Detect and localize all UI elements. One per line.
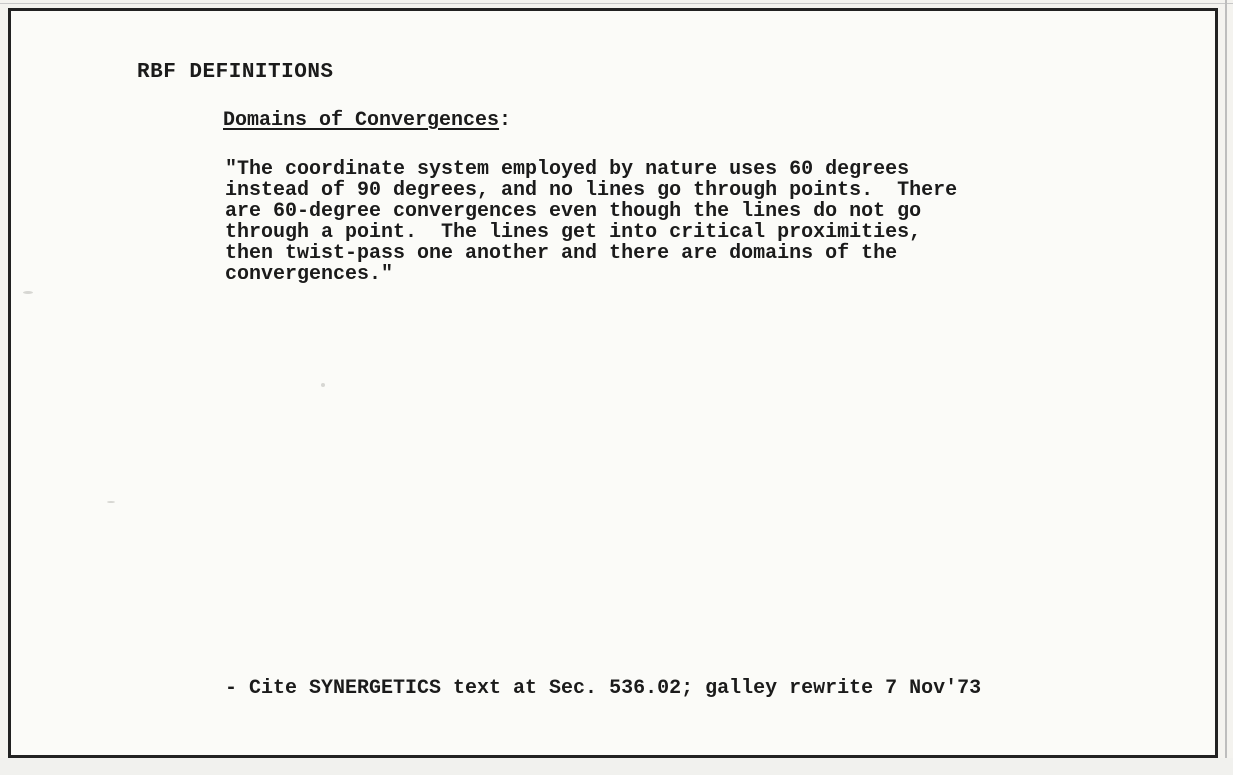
citation-line: - Cite SYNERGETICS text at Sec. 536.02; galley rewrite 7 Nov'73 bbox=[225, 677, 982, 700]
paper-speck bbox=[321, 383, 325, 387]
card-bottom-strip bbox=[0, 758, 1233, 775]
index-card bbox=[8, 8, 1218, 758]
definition-term bbox=[223, 109, 511, 132]
paper-speck bbox=[23, 291, 33, 294]
definition-term-label: Domains of Convergences bbox=[223, 109, 500, 132]
page-title: RBF DEFINITIONS bbox=[137, 61, 334, 84]
definition-term-colon: : bbox=[499, 109, 512, 132]
paper-speck bbox=[107, 501, 115, 503]
card-top-edge bbox=[0, 3, 1233, 4]
definition-quote: "The coordinate system employed by nature uses 60 degrees instead of 90 degrees, and no lines go through points. There are 60-degree convergences even though the lines do not go through a point. The lines get into critical proximities, then twist-pass one another and there are domains of the convergences." bbox=[225, 158, 958, 286]
card-right-edge bbox=[1225, 0, 1227, 775]
